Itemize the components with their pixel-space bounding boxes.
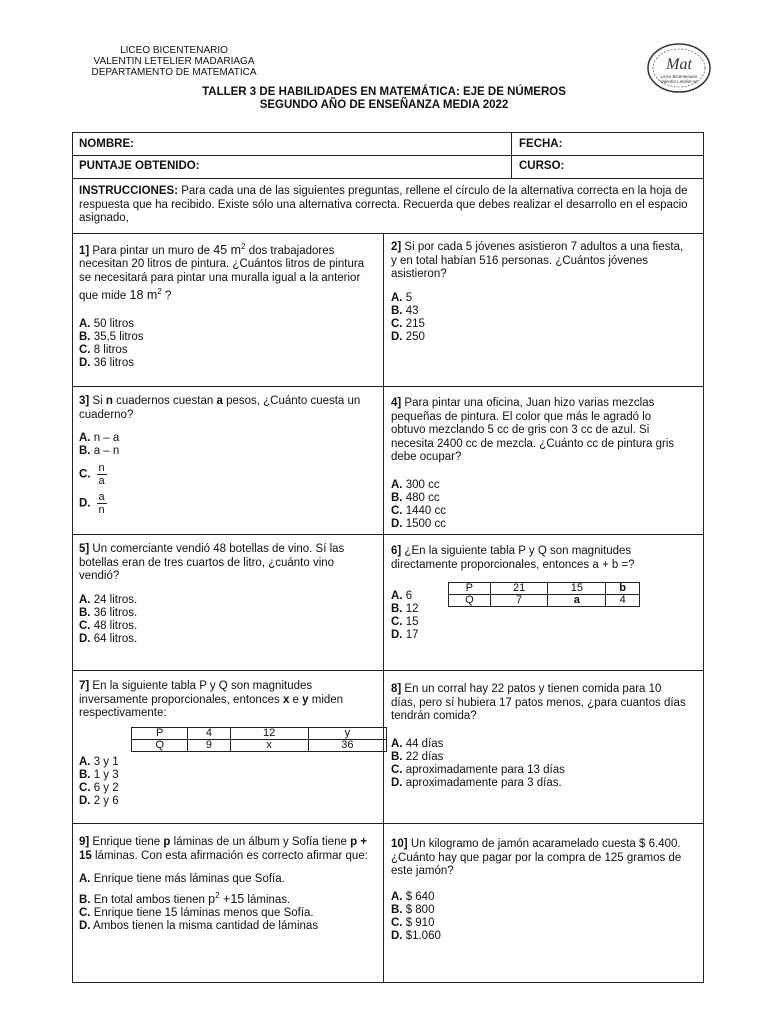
option-d[interactable]: D. 1500 cc [391, 517, 446, 530]
school-line: VALENTIN LETELIER MADARIAGA [93, 56, 255, 67]
question-6: 6] ¿En la siguiente tabla P y Q son magnitudes directamente proporcionales, entonces a + b =? A. 6 B. 12 C. 15 D. 17 [391, 545, 687, 642]
option-a[interactable]: A. 300 cc [391, 478, 440, 491]
table-cell: a [548, 595, 606, 607]
option-c[interactable]: C. aproximadamente para 13 días [391, 763, 565, 776]
table-cell: 9 [188, 740, 230, 752]
curso-label: CURSO: [519, 160, 565, 172]
nombre-label: NOMBRE: [79, 138, 134, 150]
page-subtitle: SEGUNDO AÑO DE ENSEÑANZA MEDIA 2022 [259, 99, 509, 111]
table-cell: 4 [188, 728, 230, 740]
option-b[interactable]: B. 43 [391, 304, 419, 317]
question-2: 2] Si por cada 5 jóvenes asistieron 7 adultos a una fiesta, y en total habían 516 personas. ¿Cuántos jóvenes asistieron? A. 5 B. 43 C. 215 D. 250 [391, 241, 687, 344]
option-b[interactable]: B. 36 litros. [79, 606, 138, 619]
table-cell: b [606, 583, 640, 595]
worksheet-frame [72, 132, 704, 983]
proportion-table-q7 [131, 727, 387, 752]
logo-caption: Valentín Letelier M. [659, 79, 699, 84]
school-line: DEPARTAMENTO DE MATEMATICA [91, 67, 257, 78]
option-d[interactable]: D. $1.060 [391, 929, 441, 942]
option-c[interactable]: C. 215 [391, 317, 425, 330]
option-c[interactable]: C. 1440 cc [391, 504, 446, 517]
question-5: 5] Un comerciante vendió 48 botellas de vino. Sí las botellas eran de tres cuartos de litro, ¿cuánto vino vendió? A. 24 litros. B. 36 litros. C. 48 litros. D. 64 litros. [79, 543, 375, 646]
table-cell: Q [132, 740, 188, 752]
table-cell: 12 [230, 728, 308, 740]
option-a[interactable]: A. n – a [79, 432, 120, 444]
table-cell: P [449, 583, 491, 595]
table-cell: P [132, 728, 188, 740]
option-c[interactable]: C. 15 [391, 616, 419, 628]
question-3: 3] Si n cuadernos cuestan a pesos, ¿Cuánto cuesta un cuaderno? A. n – a B. a – n C. $\frac{n}{a}$ D. $\frac{a}{n}$ [79, 395, 375, 516]
question-10: 10] Un kilogramo de jamón acaramelado cuesta $ 6.400. ¿Cuánto hay que pagar por la compra de 125 gramos de este jamón? A. $ 640 B. $ 800 C. $ 910 D. $1.060 [391, 838, 687, 943]
option-d[interactable]: D. $\frac{a}{n}$ [79, 491, 105, 516]
option-a[interactable]: A. 44 días [391, 737, 444, 750]
option-a[interactable]: A. $ 640 [391, 890, 435, 903]
table-cell: 21 [490, 583, 548, 595]
option-d[interactable]: D. 250 [391, 330, 425, 343]
option-a[interactable]: A. 3 y 1 [79, 755, 119, 768]
table-cell: 15 [548, 583, 606, 595]
option-d[interactable]: D. 36 litros [79, 356, 134, 369]
option-c[interactable]: C. $\frac{n}{a}$ [79, 462, 105, 487]
table-cell: x [230, 740, 308, 752]
option-b[interactable]: B. 35,5 litros [79, 330, 144, 343]
option-a[interactable]: A. 6 [391, 590, 413, 602]
option-b[interactable]: B. 1 y 3 [79, 768, 119, 781]
instructions: INSTRUCCIONES: Para cada una de las siguientes preguntas, rellene el círculo de la alternativa correcta en la hoja de respuesta que ha recibido. Existe sólo una alternativa correcta. Recuerda que debes realizar el desarrollo en el espacio asignado, [79, 185, 688, 224]
option-c[interactable]: C. 6 y 2 [79, 781, 119, 794]
option-c[interactable]: C. $ 910 [391, 916, 435, 929]
logo-caption: Liceo Bicentenario [660, 74, 698, 79]
table-cell: 7 [490, 595, 548, 607]
table-cell: Q [449, 595, 491, 607]
option-a[interactable]: A. 50 litros [79, 317, 134, 330]
question-8: 8] En un corral hay 22 patos y tienen comida para 10 días, pero sí hubiera 17 patos menos, ¿para cuantos días tendrán comida? A. 44 días B. 22 días C. aproximadamente para 13 días D. aproximadamente para 3 días. [391, 683, 686, 789]
option-b[interactable]: B. En total ambos tienen $p^2 +15$ láminas. [79, 891, 291, 906]
fecha-label: FECHA: [519, 138, 563, 150]
table-cell: y [308, 728, 386, 740]
school-line: LICEO BICENTENARIO [120, 45, 228, 56]
page-title: TALLER 3 DE HABILIDADES EN MATEMÁTICA: EJE DE NÚMEROS [202, 86, 566, 98]
option-a[interactable]: A. 24 litros. [79, 593, 138, 606]
option-b[interactable]: B. a – n [79, 445, 120, 457]
table-cell: 4 [606, 595, 640, 607]
option-c[interactable]: C. 48 litros. [79, 619, 138, 632]
puntaje-label: PUNTAJE OBTENIDO: [79, 160, 200, 172]
option-d[interactable]: D. 17 [391, 629, 419, 641]
question-1: 1] Para pintar un muro de 45 $m^2$ dos trabajadores necesitan 20 litros de pintura. ¿Cuántos litros de pintura se necesitará para pintar una muralla igual a la anterior que mide 18 $m^2$ ? A. 50 litros B. 35,5 litros C. 8 litros D. 36 litros [79, 240, 375, 370]
school-header [88, 45, 260, 78]
question-9: 9] Enrique tiene p láminas de un álbum y Sofía tiene p + 15 láminas. Con esta afirmación es correcto afirmar que: A. Enrique tiene más láminas que Sofía. B. En total ambos tienen $p^2 +15$ láminas. C. Enrique tiene 15 láminas menos que Sofía. D. Ambos tienen la misma cantidad de láminas [79, 836, 375, 933]
option-a[interactable]: A. 5 [391, 291, 413, 304]
option-d[interactable]: D. 64 litros. [79, 632, 138, 645]
option-d[interactable]: D. Ambos tienen la misma cantidad de láminas [79, 919, 319, 932]
option-b[interactable]: B. 22 días [391, 750, 444, 763]
table-cell: 36 [308, 740, 386, 752]
option-c[interactable]: C. 8 litros [79, 343, 128, 356]
proportion-table-q6 [448, 582, 640, 607]
option-d[interactable]: D. 2 y 6 [79, 794, 119, 807]
option-a[interactable]: A. Enrique tiene más láminas que Sofía. [79, 873, 285, 885]
question-7: 7] En la siguiente tabla P y Q son magnitudes inversamente proporcionales, entonces x e y miden respectivamente: A. 3 y 1 B. 1 y 3 C. 6 y 2 D. 2 y 6 [79, 680, 375, 808]
question-4: 4] Para pintar una oficina, Juan hizo varias mezclas pequeñas de pintura. El color que más le agradó lo obtuvo mezclando 5 cc de gris con 3 cc de azul. Si necesita 2400 cc de mezcla. ¿Cuánto cc de pintura gris debe ocupar? A. 300 cc B. 480 cc C. 1440 cc D. 1500 cc [391, 397, 687, 531]
logo-text: Mat [666, 56, 692, 73]
option-b[interactable]: B. 12 [391, 603, 419, 615]
option-c[interactable]: C. Enrique tiene 15 láminas menos que Sofía. [79, 906, 314, 919]
option-b[interactable]: B. $ 800 [391, 903, 435, 916]
option-b[interactable]: B. 480 cc [391, 491, 440, 504]
option-d[interactable]: D. aproximadamente para 3 días. [391, 776, 562, 789]
